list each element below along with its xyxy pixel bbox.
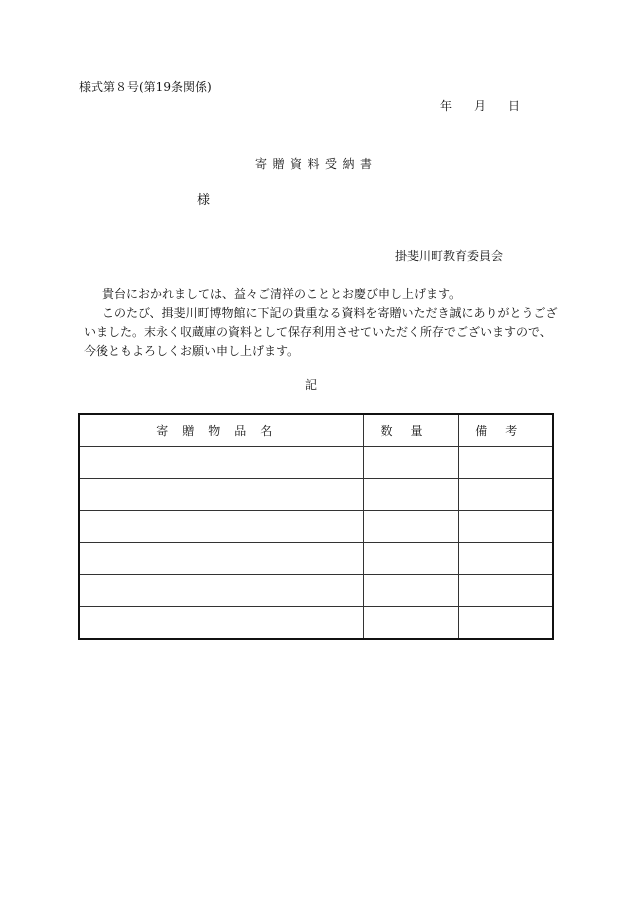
quantity-cell[interactable] bbox=[363, 511, 458, 543]
table-header-row bbox=[79, 414, 553, 447]
quantity-cell[interactable] bbox=[363, 575, 458, 607]
body-line-4: 今後ともよろしくお願い申し上げます。 bbox=[84, 344, 300, 358]
date-line bbox=[440, 99, 520, 113]
table-row bbox=[79, 575, 553, 607]
table-row bbox=[79, 479, 553, 511]
quantity-cell[interactable] bbox=[363, 607, 458, 640]
date-day: 日 bbox=[508, 99, 521, 113]
item-name-cell[interactable] bbox=[79, 447, 363, 479]
quantity-cell[interactable] bbox=[363, 543, 458, 575]
recipient-honorific: 様 bbox=[197, 193, 211, 208]
table-row bbox=[79, 607, 553, 640]
date-year: 年 bbox=[440, 99, 453, 113]
table-row bbox=[79, 511, 553, 543]
remarks-cell[interactable] bbox=[458, 479, 553, 511]
quantity-cell[interactable] bbox=[363, 447, 458, 479]
body-line-2: このたび、揖斐川町博物館に下記の貴重なる資料を寄贈いただき誠にありがとうござ bbox=[102, 306, 558, 320]
quantity-cell[interactable] bbox=[363, 479, 458, 511]
remarks-cell[interactable] bbox=[458, 575, 553, 607]
header-quantity: 数量 bbox=[363, 414, 458, 447]
document-title: 寄贈資料受納書 bbox=[255, 157, 378, 171]
date-month: 月 bbox=[474, 99, 487, 113]
form-number: 様式第８号(第19条関係) bbox=[79, 80, 212, 94]
remarks-cell[interactable] bbox=[458, 543, 553, 575]
remarks-cell[interactable] bbox=[458, 447, 553, 479]
table-row bbox=[79, 543, 553, 575]
header-item-name: 寄贈物品名 bbox=[79, 414, 363, 447]
body-line-1: 貴台におかれましては、益々ご清祥のこととお慶び申し上げます。 bbox=[102, 287, 462, 301]
item-name-cell[interactable] bbox=[79, 543, 363, 575]
item-name-cell[interactable] bbox=[79, 575, 363, 607]
donation-items-table bbox=[78, 413, 554, 640]
remarks-cell[interactable] bbox=[458, 511, 553, 543]
item-name-cell[interactable] bbox=[79, 607, 363, 640]
ki-label: 記 bbox=[305, 378, 318, 392]
header-remarks: 備考 bbox=[458, 414, 553, 447]
item-name-cell[interactable] bbox=[79, 511, 363, 543]
body-text bbox=[84, 285, 558, 361]
item-name-cell[interactable] bbox=[79, 479, 363, 511]
remarks-cell[interactable] bbox=[458, 607, 553, 640]
body-line-3: いました。末永く収蔵庫の資料として保存利用させていただく所存でございますので、 bbox=[84, 325, 552, 339]
issuer-name: 掛斐川町教育委員会 bbox=[395, 249, 504, 263]
table-row bbox=[79, 447, 553, 479]
